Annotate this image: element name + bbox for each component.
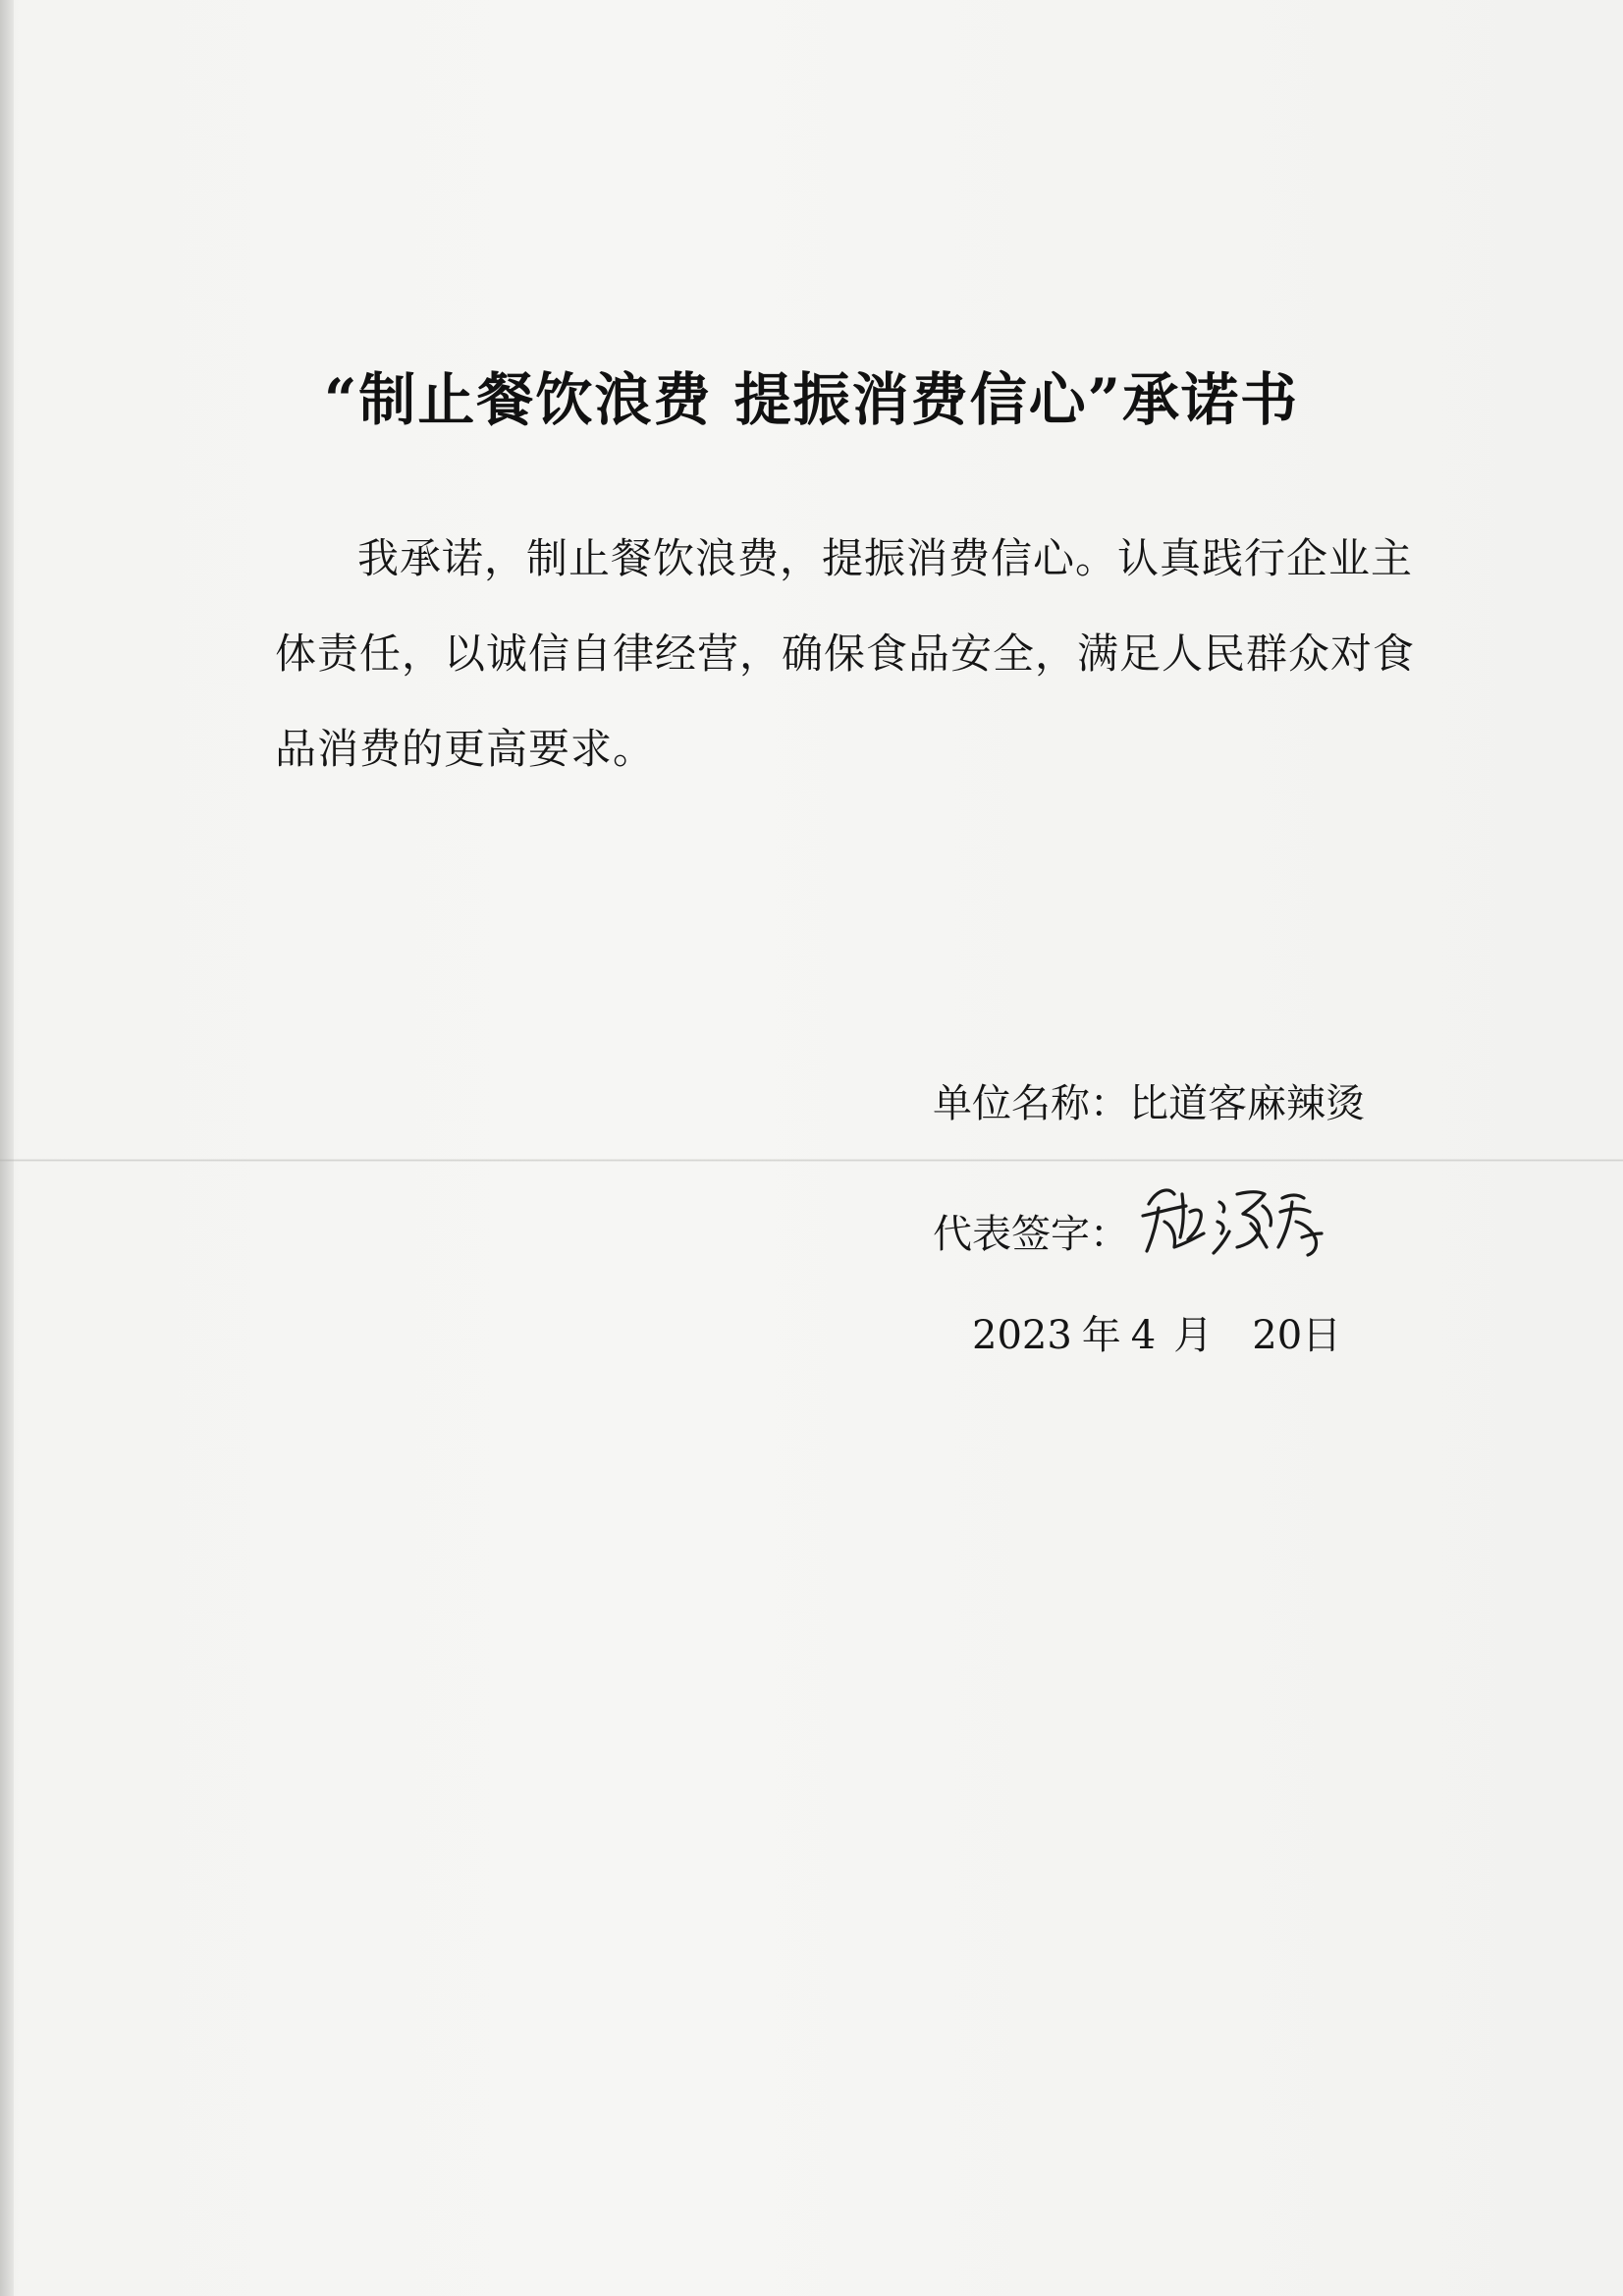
date-line [972, 1304, 1341, 1360]
page-left-edge [0, 0, 14, 2296]
date-month-unit: 月 [1173, 1313, 1214, 1358]
page-fold-line [0, 1159, 1623, 1162]
date-month: 4 [1130, 1313, 1157, 1358]
date-year: 2023 [972, 1313, 1072, 1358]
date-year-unit: 年 [1081, 1313, 1121, 1358]
unit-name-label: 单位名称： [933, 1081, 1129, 1126]
date-day-unit: 日 [1302, 1313, 1342, 1358]
pledge-paragraph: 我承诺，制止餐饮浪费，提振消费信心。认真践行企业主体责任，以诚信自律经营，确保食品安全，满足人民群众对食品消费的更高要求。 [275, 534, 1416, 773]
signature-label: 代表签字： [933, 1211, 1129, 1257]
signature-line [933, 1188, 1331, 1273]
unit-name-line [933, 1072, 1365, 1128]
unit-name-value: 比道客麻辣烫 [1129, 1081, 1365, 1126]
document-title: “制止餐饮浪费 提振消费信心”承诺书 [324, 366, 1299, 433]
handwritten-signature [1135, 1165, 1331, 1273]
date-day: 20 [1252, 1313, 1303, 1358]
